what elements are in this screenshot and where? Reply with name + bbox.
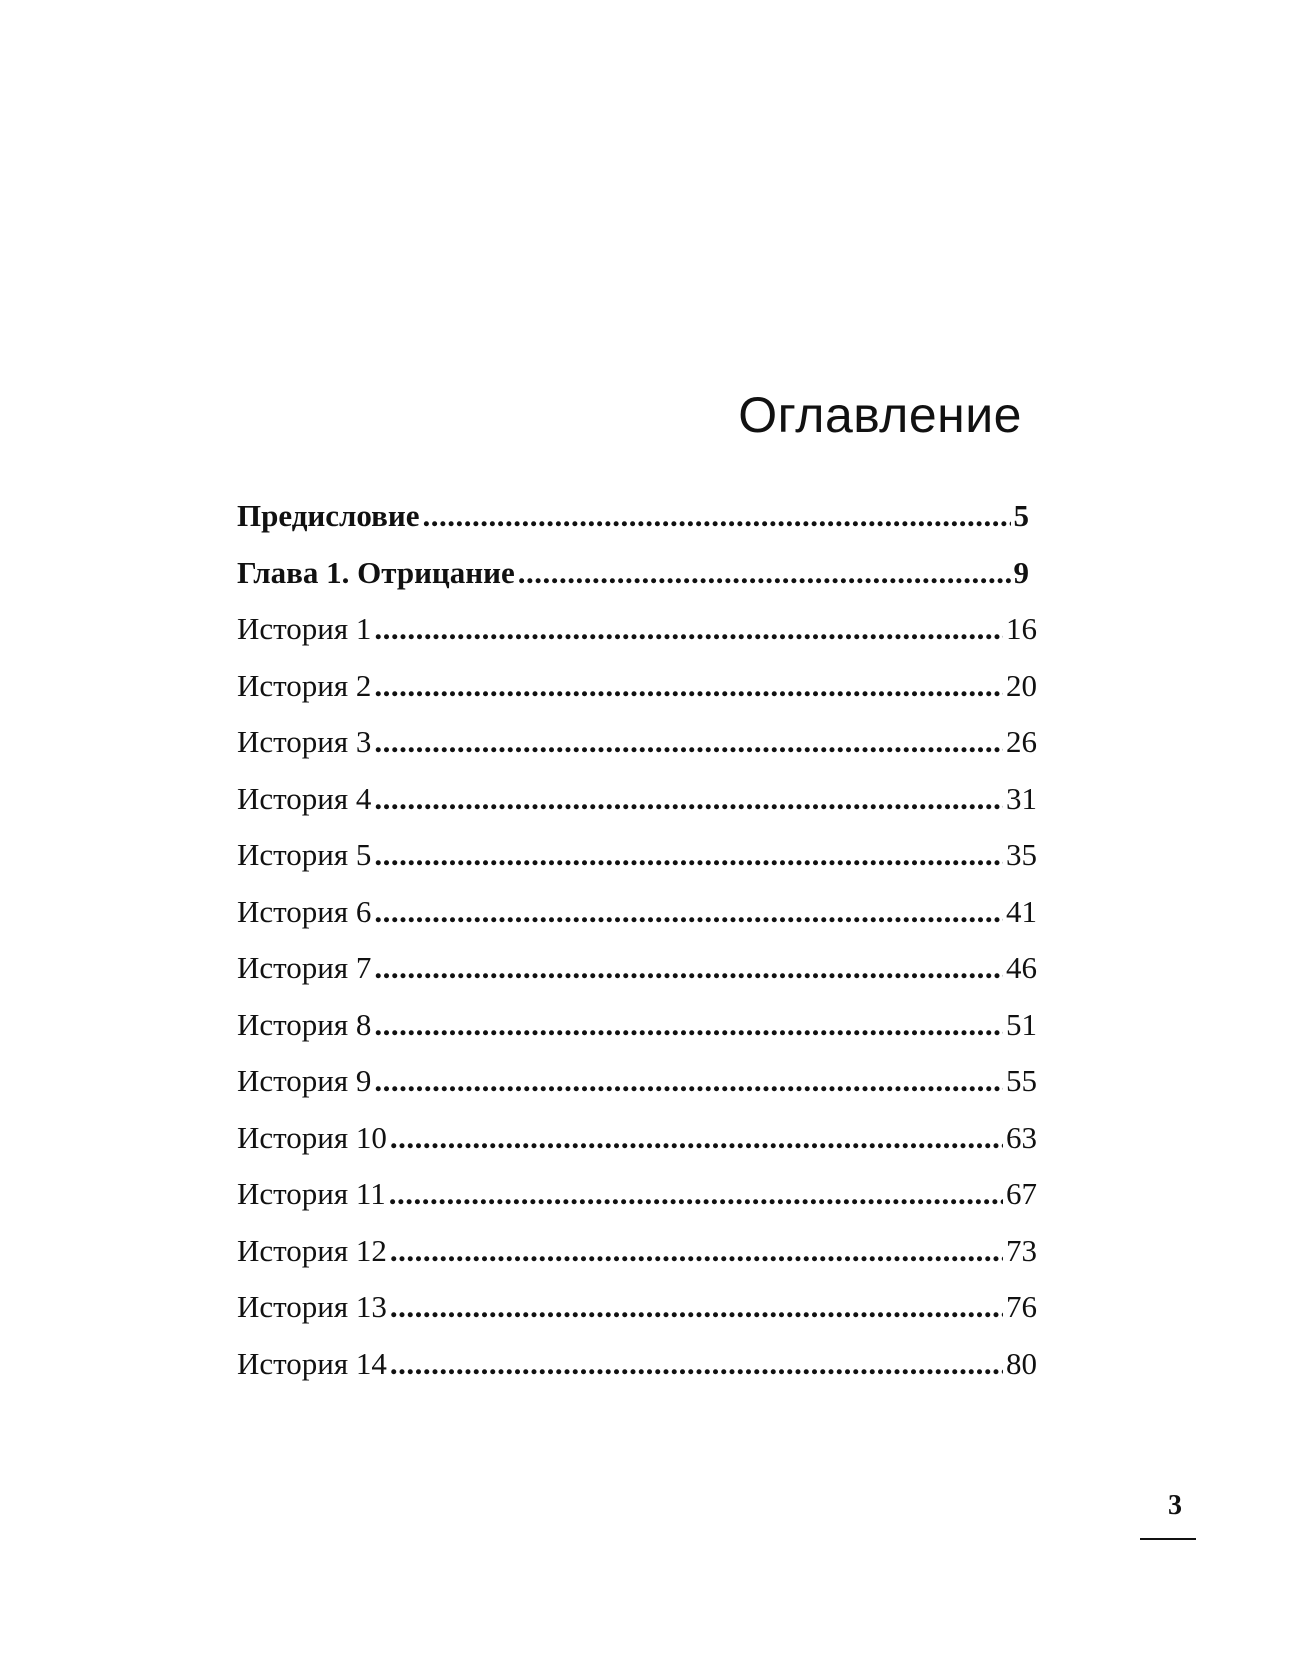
toc-entry-chapter-1[interactable] bbox=[237, 553, 1029, 610]
toc-entry-label: История 4 bbox=[237, 780, 372, 816]
toc-entry-label: История 1 bbox=[237, 611, 372, 646]
toc-entry-page: 67 bbox=[1006, 1176, 1037, 1211]
dot-leader bbox=[374, 892, 1003, 932]
toc-entry-label: История 7 bbox=[237, 950, 372, 985]
dot-leader bbox=[389, 1174, 1003, 1214]
toc-entry-label: История 12 bbox=[237, 1232, 387, 1268]
toc-entry-page: 41 bbox=[1006, 893, 1037, 929]
page-number: 3 bbox=[1168, 1490, 1182, 1521]
toc-entry-label: История 8 bbox=[237, 1006, 372, 1042]
toc-entry-page: 63 bbox=[1006, 1119, 1037, 1155]
dot-leader bbox=[374, 722, 1003, 762]
page-number-rule bbox=[1140, 1538, 1196, 1540]
toc-entry-page: 73 bbox=[1006, 1232, 1037, 1268]
toc-entry-story-4[interactable] bbox=[237, 779, 1037, 836]
toc-entry-story-8[interactable] bbox=[237, 1005, 1037, 1062]
dot-leader bbox=[518, 553, 1011, 593]
dot-leader bbox=[374, 666, 1003, 706]
toc-entry-page: 16 bbox=[1006, 611, 1037, 646]
toc-entry-label: Предисловие bbox=[237, 498, 420, 533]
toc-entry-label: История 2 bbox=[237, 667, 372, 703]
toc-entry-story-3[interactable] bbox=[237, 722, 1037, 779]
dot-leader bbox=[374, 1005, 1003, 1045]
toc-entry-story-7[interactable] bbox=[237, 948, 1037, 1005]
toc-title: Оглавление bbox=[738, 387, 1022, 443]
dot-leader bbox=[374, 779, 1003, 819]
toc-entry-story-6[interactable] bbox=[237, 892, 1037, 949]
toc-entry-story-13[interactable] bbox=[237, 1287, 1037, 1344]
toc-entry-label: История 10 bbox=[237, 1119, 387, 1155]
toc-entry-label: История 11 bbox=[237, 1176, 386, 1211]
toc-entry-story-12[interactable] bbox=[237, 1231, 1037, 1288]
toc-entry-page: 9 bbox=[1013, 554, 1029, 590]
toc-entry-preface[interactable] bbox=[237, 496, 1029, 553]
toc-entry-page: 51 bbox=[1006, 1006, 1037, 1042]
toc-entry-page: 80 bbox=[1006, 1345, 1037, 1381]
dot-leader bbox=[374, 948, 1003, 988]
dot-leader bbox=[374, 1061, 1003, 1101]
toc-entry-page: 5 bbox=[1013, 498, 1029, 533]
toc-entry-label: История 3 bbox=[237, 724, 372, 759]
dot-leader bbox=[374, 835, 1003, 875]
toc-entry-label: Глава 1. Отрицание bbox=[237, 554, 515, 590]
toc-entry-page: 35 bbox=[1006, 837, 1037, 872]
toc-entry-page: 76 bbox=[1006, 1289, 1037, 1324]
dot-leader bbox=[390, 1287, 1003, 1327]
toc-entry-story-5[interactable] bbox=[237, 835, 1037, 892]
toc-entry-label: История 9 bbox=[237, 1063, 372, 1098]
toc-entry-story-10[interactable] bbox=[237, 1118, 1037, 1175]
dot-leader bbox=[423, 496, 1011, 536]
dot-leader bbox=[390, 1231, 1003, 1271]
toc-entry-page: 26 bbox=[1006, 724, 1037, 759]
toc-entry-page: 31 bbox=[1006, 780, 1037, 816]
toc-entry-label: История 6 bbox=[237, 893, 372, 929]
toc-list bbox=[237, 496, 1037, 1400]
toc-entry-story-11[interactable] bbox=[237, 1174, 1037, 1231]
toc-entry-story-9[interactable] bbox=[237, 1061, 1037, 1118]
toc-entry-story-2[interactable] bbox=[237, 666, 1037, 723]
toc-entry-page: 46 bbox=[1006, 950, 1037, 985]
toc-entry-story-1[interactable] bbox=[237, 609, 1037, 666]
toc-entry-label: История 13 bbox=[237, 1289, 387, 1324]
dot-leader bbox=[390, 1344, 1003, 1384]
dot-leader bbox=[374, 609, 1003, 649]
toc-entry-label: История 5 bbox=[237, 837, 372, 872]
toc-entry-label: История 14 bbox=[237, 1345, 387, 1381]
dot-leader bbox=[390, 1118, 1003, 1158]
toc-entry-page: 20 bbox=[1006, 667, 1037, 703]
toc-entry-story-14[interactable] bbox=[237, 1344, 1037, 1401]
toc-entry-page: 55 bbox=[1006, 1063, 1037, 1098]
